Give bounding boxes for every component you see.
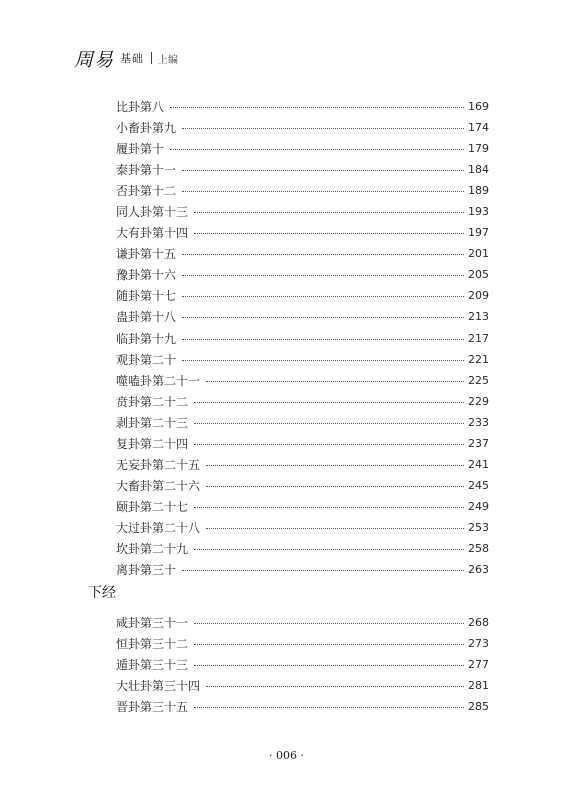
toc-entry-title: 大有卦第十四 [116, 226, 189, 241]
toc-entry-title: 比卦第八 [116, 100, 165, 115]
toc-entry[interactable] [116, 391, 489, 412]
toc-entry-title: 颐卦第二十七 [116, 499, 189, 514]
toc-entry[interactable] [116, 496, 489, 517]
toc-entry-page: 179 [468, 142, 489, 156]
toc-entry-title: 小畜卦第九 [116, 121, 177, 136]
toc-entry[interactable] [116, 180, 489, 201]
toc-dot-leader [182, 191, 464, 192]
toc-entry-page: 268 [468, 616, 489, 630]
toc-entry[interactable] [116, 612, 489, 633]
toc-entry-title: 噬嗑卦第二十一 [116, 373, 201, 388]
toc-dot-leader [194, 212, 464, 213]
toc-entry[interactable] [116, 538, 489, 559]
toc-entry[interactable] [116, 517, 489, 538]
running-header [74, 46, 178, 70]
toc-dot-leader [206, 486, 464, 487]
section-heading-lower: 下经 [88, 585, 116, 601]
toc-entry-page: 281 [468, 679, 489, 693]
toc-dot-leader [206, 465, 464, 466]
toc-dot-leader [182, 317, 464, 318]
toc-entry-title: 贲卦第二十二 [116, 394, 189, 409]
toc-dot-leader [194, 644, 464, 645]
toc-entry[interactable] [116, 138, 489, 159]
toc-entry-title: 遁卦第三十三 [116, 658, 189, 673]
toc-entry-page: 193 [468, 205, 489, 219]
toc-entry-page: 273 [468, 637, 489, 651]
toc-entry[interactable] [116, 285, 489, 306]
toc-entry[interactable] [116, 243, 489, 264]
toc-dot-leader [206, 528, 464, 529]
toc-dot-leader [182, 570, 464, 571]
toc-dot-leader [206, 381, 464, 382]
toc-dot-leader [194, 402, 464, 403]
toc-entry-title: 剥卦第二十三 [116, 415, 189, 430]
book-subtitle: 基础 [120, 52, 145, 65]
toc-entry[interactable] [116, 306, 489, 327]
toc-entry-page: 258 [468, 542, 489, 555]
toc-entry-title: 大畜卦第二十六 [116, 478, 201, 493]
toc-dot-leader [206, 686, 464, 687]
header-section-label: 上编 [158, 54, 179, 66]
toc-entry-page: 277 [468, 658, 489, 672]
toc-entry[interactable] [116, 433, 489, 454]
toc-entry[interactable] [116, 264, 489, 285]
toc-entry-title: 临卦第十九 [116, 331, 177, 346]
toc-dot-leader [170, 107, 464, 108]
toc-entry-page: 174 [468, 121, 489, 135]
toc-entry[interactable] [116, 159, 489, 180]
toc-entry[interactable] [116, 328, 489, 349]
toc-dot-leader [194, 707, 464, 708]
toc-entry-page: 205 [468, 268, 489, 282]
toc-entry-title: 豫卦第十六 [116, 268, 177, 283]
toc-entry[interactable] [116, 675, 489, 696]
toc-entry-page: 209 [468, 289, 489, 303]
toc-entry-title: 观卦第二十 [116, 352, 177, 367]
toc-entry-title: 坎卦第二十九 [116, 542, 189, 556]
toc-entry-title: 咸卦第三十一 [116, 616, 189, 631]
toc-dot-leader [182, 296, 464, 297]
toc-entry[interactable] [116, 475, 489, 496]
toc-entry-title: 随卦第十七 [116, 289, 177, 304]
toc-dot-leader [194, 623, 464, 624]
toc-dot-leader [182, 360, 464, 361]
book-title-logo: 周易 [74, 48, 115, 71]
toc-entry-title: 否卦第十二 [116, 184, 177, 199]
toc-entry-title: 谦卦第十五 [116, 247, 177, 262]
toc-entry-title: 离卦第三十 [116, 563, 177, 578]
toc-dot-leader [194, 665, 464, 666]
toc-entry[interactable] [116, 370, 489, 391]
toc-entry-page: 201 [468, 247, 489, 261]
toc-entry-page: 253 [468, 520, 489, 534]
toc-entry-title: 复卦第二十四 [116, 436, 189, 451]
toc-entry-page: 263 [468, 563, 489, 577]
toc-entry-title: 泰卦第十一 [116, 163, 177, 178]
toc-entry-title: 无妄卦第二十五 [116, 457, 201, 472]
toc-dot-leader [194, 233, 464, 234]
toc-entry[interactable] [116, 117, 489, 138]
toc-entry-title: 履卦第十 [116, 142, 165, 157]
toc-entry-page: 241 [468, 457, 489, 471]
toc-entry-title: 晋卦第三十五 [116, 700, 189, 715]
toc-entry-title: 恒卦第三十二 [116, 637, 189, 652]
toc-entry-title: 同人卦第十三 [116, 205, 189, 220]
toc-entry-page: 245 [468, 478, 489, 492]
toc-entry[interactable] [116, 96, 489, 117]
toc-list-lower [116, 612, 489, 717]
toc-entry-page: 217 [468, 331, 489, 345]
toc-entry-title: 大壮卦第三十四 [116, 679, 201, 694]
toc-entry-title: 大过卦第二十八 [116, 520, 201, 535]
toc-entry-page: 189 [468, 184, 489, 198]
toc-entry[interactable] [116, 696, 489, 717]
toc-dot-leader [182, 339, 464, 340]
toc-list-upper [116, 96, 489, 580]
toc-dot-leader [194, 507, 464, 508]
toc-entry-page: 169 [468, 100, 489, 114]
toc-entry[interactable] [116, 349, 489, 370]
toc-dot-leader [194, 423, 464, 424]
toc-entry-page: 249 [468, 499, 489, 513]
toc-dot-leader [182, 170, 464, 171]
toc-entry[interactable] [116, 412, 489, 433]
toc-entry-page: 197 [468, 226, 489, 240]
toc-entry-page: 213 [468, 310, 489, 324]
toc-dot-leader [182, 275, 464, 276]
toc-entry-page: 237 [468, 436, 489, 450]
toc-entry-page: 225 [468, 373, 489, 387]
page-number: · 006 · [269, 749, 304, 762]
toc-entry-title: 蛊卦第十八 [116, 310, 177, 325]
header-divider [151, 52, 152, 64]
toc-entry-page: 285 [468, 700, 489, 714]
toc-entry-page: 229 [468, 394, 489, 408]
toc-dot-leader [194, 549, 464, 550]
toc-entry-page: 233 [468, 415, 489, 429]
toc-entry[interactable] [116, 559, 489, 580]
toc-entry[interactable] [116, 222, 489, 243]
toc-entry[interactable] [116, 654, 489, 675]
toc-dot-leader [182, 254, 464, 255]
toc-dot-leader [182, 128, 464, 129]
toc-entry[interactable] [116, 633, 489, 654]
toc-entry[interactable] [116, 454, 489, 475]
toc-entry-page: 184 [468, 163, 489, 177]
toc-entry[interactable] [116, 201, 489, 222]
toc-entry-page: 221 [468, 352, 489, 366]
toc-dot-leader [170, 149, 464, 150]
toc-dot-leader [194, 444, 464, 445]
